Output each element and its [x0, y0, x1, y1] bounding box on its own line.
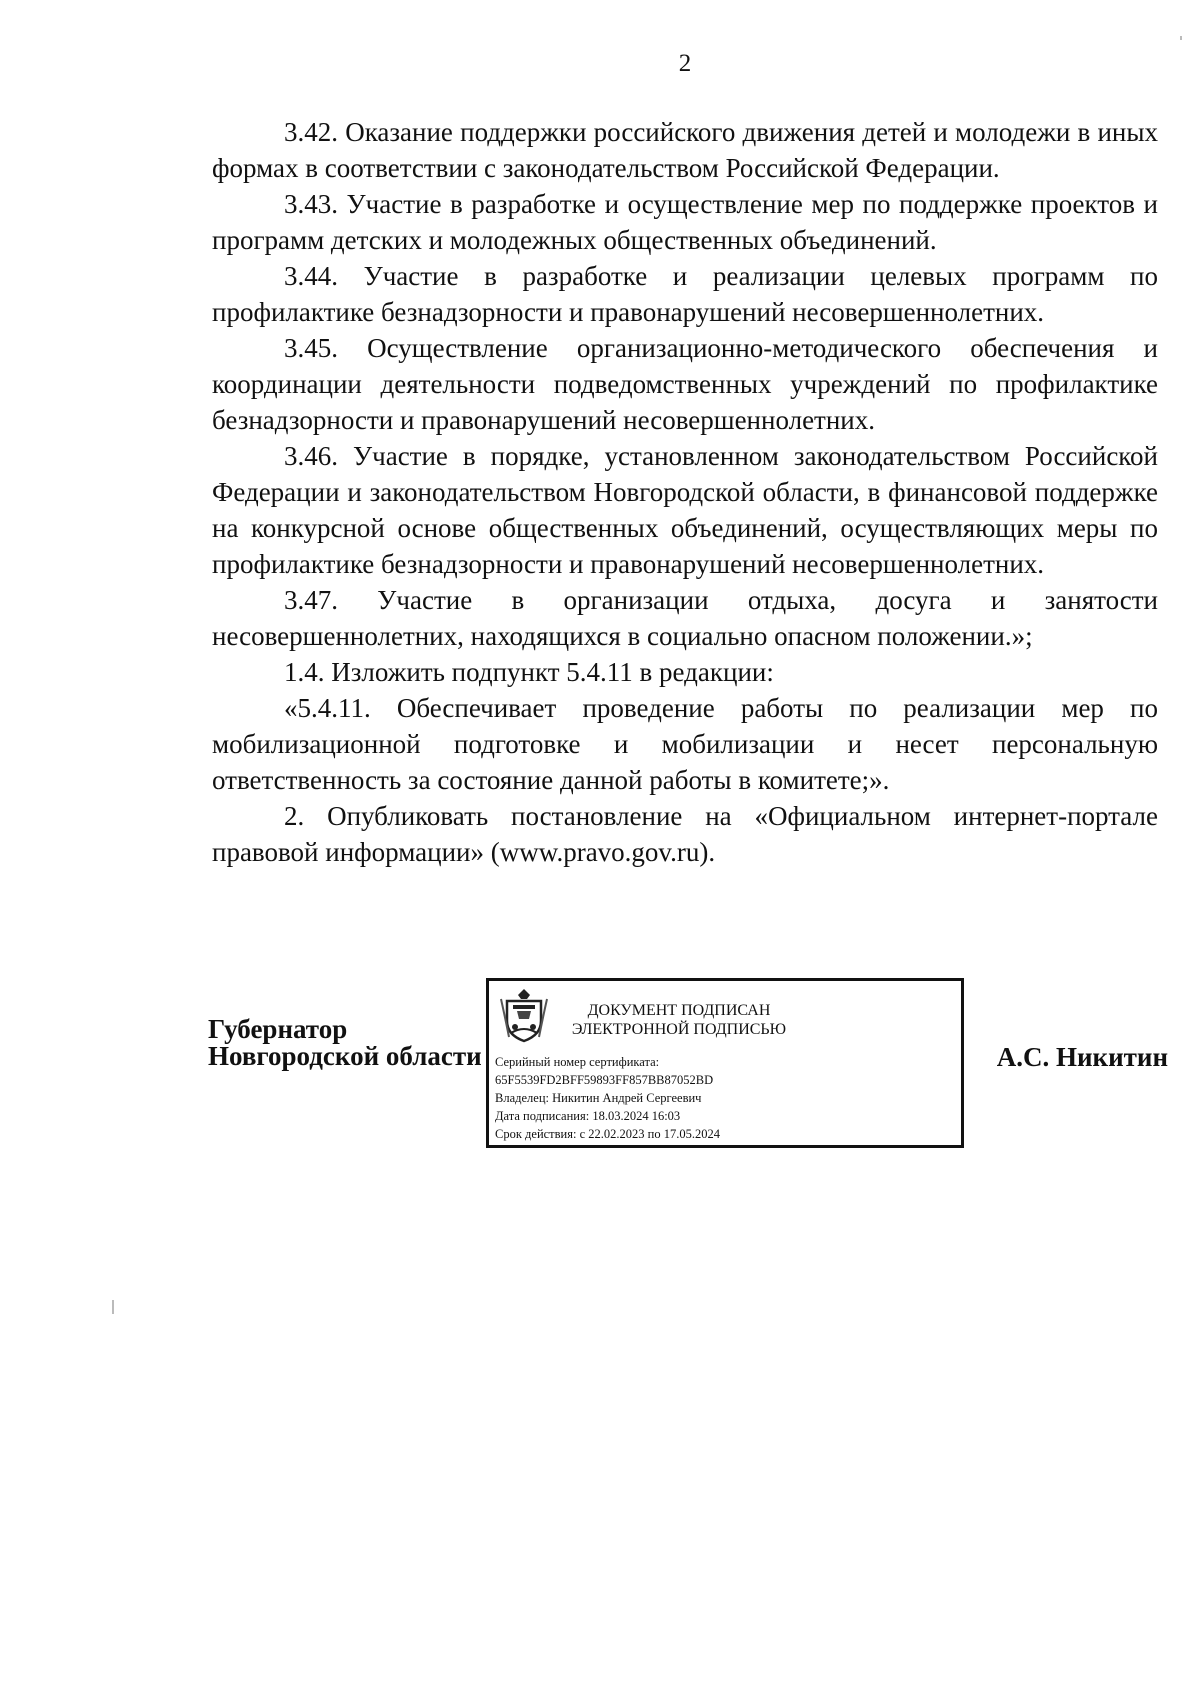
signatory-name: А.С. Никитин	[996, 1042, 1168, 1072]
paragraph-3-42: 3.42. Оказание поддержки российского движения детей и молодежи в иных формах в соответствии с законодательством Российской Федерации.	[212, 117, 1158, 183]
paragraph-3-44: 3.44. Участие в разработке и реализации целевых программ по профилактике безнадзорности и правонарушений несовершеннолетних.	[212, 261, 1158, 327]
novgorod-coat-of-arms-icon	[499, 987, 549, 1043]
scan-artifact	[112, 1300, 114, 1314]
paragraph-1-4: 1.4. Изложить подпункт 5.4.11 в редакции:	[284, 657, 774, 687]
paragraph-3-43: 3.43. Участие в разработке и осуществление мер по поддержке проектов и программ детских и молодежных общественных объединений.	[212, 189, 1158, 255]
stamp-heading-line1: ДОКУМЕНТ ПОДПИСАН	[587, 1002, 771, 1019]
signatory-title-line2: Новгородской области	[208, 1041, 482, 1071]
signing-date: Дата подписания: 18.03.2024 16:03	[495, 1109, 681, 1123]
paragraph-3-45: 3.45. Осуществление организационно-методического обеспечения и координации деятельности подведомственных учреждений по профилактике безнадзорности и правонарушений несовершеннолетних.	[212, 333, 1158, 435]
certificate-serial-value: 65F5539FD2BFF59893FF857BB87052BD	[495, 1073, 714, 1087]
page-number: 2	[678, 50, 692, 77]
signature-block	[208, 978, 1168, 1141]
document-body	[212, 114, 1158, 870]
paragraph-5-4-11: «5.4.11. Обеспечивает проведение работы по реализации мер по мобилизационной подготовке и мобилизации и несет персональную ответственность за состояние данной работы в комитете;».	[212, 693, 1158, 795]
stamp-details	[495, 1053, 720, 1143]
electronic-signature-stamp	[486, 978, 964, 1148]
scan-artifact	[1180, 36, 1182, 40]
paragraph-2-publish: 2. Опубликовать постановление на «Официальном интернет-портале правовой информации» (www.pravo.gov.ru).	[212, 801, 1158, 867]
stamp-heading	[569, 1001, 789, 1039]
paragraph-3-46: 3.46. Участие в порядке, установленном законодательством Российской Федерации и законодательством Новгородской области, в финансовой поддержке на конкурсной основе общественных объединений, осуществляющих меры по профилактике безнадзорности и правонарушений несовершеннолетних.	[212, 441, 1158, 579]
signatory-title-line1: Губернатор	[208, 1014, 348, 1044]
certificate-validity: Срок действия: с 22.02.2023 по 17.05.2024	[495, 1127, 720, 1141]
signatory-title	[208, 1016, 482, 1070]
certificate-serial-label: Серийный номер сертификата:	[495, 1055, 660, 1069]
certificate-owner: Владелец: Никитин Андрей Сергеевич	[495, 1091, 702, 1105]
paragraph-3-47: 3.47. Участие в организации отдыха, досуга и занятости несовершеннолетних, находящихся в социально опасном положении.»;	[212, 585, 1158, 651]
stamp-heading-line2: ЭЛЕКТРОННОЙ ПОДПИСЬЮ	[571, 1021, 787, 1038]
